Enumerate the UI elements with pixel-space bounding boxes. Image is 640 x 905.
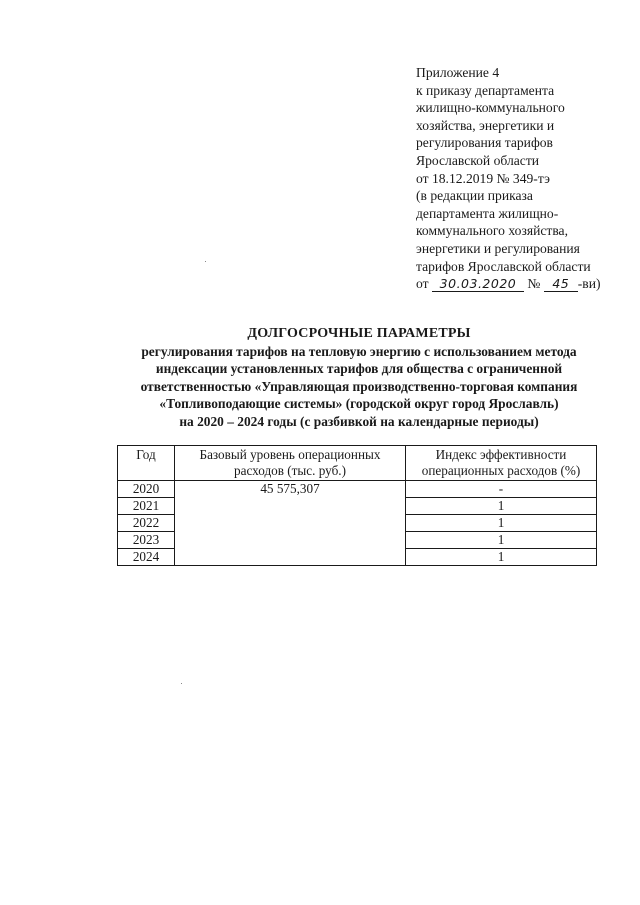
title-main: ДОЛГОСРОЧНЫЕ ПАРАМЕТРЫ <box>247 326 471 341</box>
cell-index: 1 <box>406 532 597 549</box>
cell-index: 1 <box>406 498 597 515</box>
header-year: Год <box>118 446 175 481</box>
title-line: регулирования тарифов на тепловую энергию с использованием метода <box>141 343 577 359</box>
document-title <box>96 325 622 431</box>
parameters-table <box>117 445 597 566</box>
appendix-line: от 18.12.2019 № 349-тэ <box>416 170 550 186</box>
cell-index: 1 <box>406 549 597 566</box>
appendix-line: коммунального хозяйства, <box>416 223 568 239</box>
cell-year: 2022 <box>118 515 175 532</box>
number-sign: № <box>527 276 541 292</box>
amendment-suffix: -ви) <box>577 276 601 292</box>
cell-year: 2020 <box>118 481 175 498</box>
cell-year: 2024 <box>118 549 175 566</box>
title-line: «Топливоподающие системы» (городской округ город Ярославль) <box>159 396 559 412</box>
appendix-line: к приказу департамента <box>416 82 555 98</box>
title-line: ответственностью «Управляющая производственно-торговая компания <box>140 378 578 394</box>
cell-year: 2021 <box>118 498 175 515</box>
header-efficiency-index: Индекс эффективности операционных расходов (%) <box>406 446 597 481</box>
appendix-line: Ярославской области <box>416 152 540 168</box>
handwritten-date: 30.03.2020 <box>432 277 524 292</box>
appendix-line: (в редакции приказа <box>416 188 533 204</box>
appendix-line: регулирования тарифов <box>416 135 553 151</box>
appendix-header <box>416 64 626 293</box>
cell-index: - <box>406 481 597 498</box>
amendment-date-line <box>416 275 626 293</box>
appendix-line: энергетики и регулирования <box>416 240 580 256</box>
cell-base-value: 45 575,307 <box>175 481 406 566</box>
cell-year: 2023 <box>118 532 175 549</box>
appendix-line: жилищно-коммунального <box>416 100 565 116</box>
appendix-line: хозяйства, энергетики и <box>416 117 555 133</box>
amendment-prefix: от <box>416 276 429 292</box>
title-line: на 2020 – 2024 годы (с разбивкой на календарные периоды) <box>179 413 539 429</box>
table-row <box>118 481 597 498</box>
header-base-level: Базовый уровень операционных расходов (тыс. руб.) <box>175 446 406 481</box>
appendix-line: Приложение 4 <box>416 65 500 80</box>
title-line: индексации установленных тарифов для общества с ограниченной <box>155 361 563 377</box>
table-header-row <box>118 446 597 481</box>
appendix-line: департамента жилищно- <box>416 205 559 221</box>
scan-speck <box>205 261 206 262</box>
handwritten-number: 45 <box>544 277 578 292</box>
appendix-line: тарифов Ярославской области <box>416 258 591 274</box>
scan-speck <box>181 683 182 684</box>
cell-index: 1 <box>406 515 597 532</box>
